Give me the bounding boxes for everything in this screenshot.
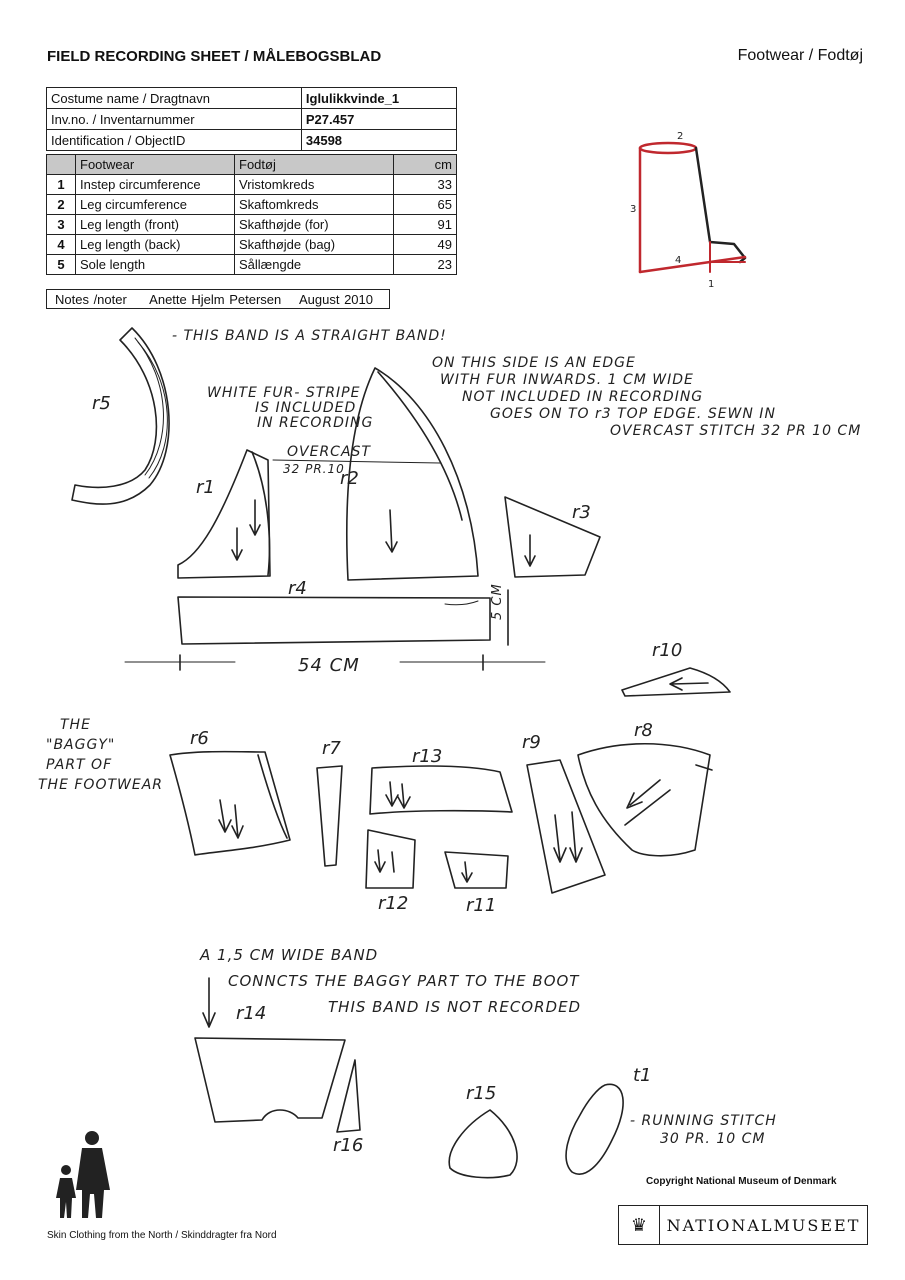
boot-label-2: 2 bbox=[677, 131, 684, 142]
boot-diagram bbox=[640, 143, 745, 272]
note-white-fur: WHITE FUR- STRIPE IS INCLUDED IN RECORDING bbox=[207, 385, 374, 431]
measurement-row: 2 Leg circumference Skaftomkreds 65 bbox=[47, 195, 457, 215]
note-5cm: 5 CM bbox=[490, 583, 505, 620]
note-running-stitch: - RUNNING STITCH 30 PR. 10 CM bbox=[630, 1113, 777, 1147]
note-edge: ON THIS SIDE IS AN EDGE WITH FUR INWARDS. 1 CM WIDE NOT INCLUDED IN RECORDING GOES ON TO r3 TOP EDGE. SEWN IN OVERCAST STITCH 32 PR 10 CM bbox=[432, 355, 862, 439]
category-label: Footwear / Fodtøj bbox=[737, 47, 863, 64]
boot-label-3: 3 bbox=[630, 204, 637, 215]
notes-date: August 2010 bbox=[298, 292, 373, 307]
piece-label: r15 bbox=[466, 1083, 497, 1104]
copyright-text: Copyright National Museum of Denmark bbox=[646, 1176, 837, 1187]
measurement-row: 1 Instep circumference Vristomkreds 33 bbox=[47, 175, 457, 195]
piece-label: r16 bbox=[333, 1135, 364, 1156]
piece-label: r12 bbox=[378, 893, 409, 914]
boot-label-1: 1 bbox=[708, 279, 715, 290]
piece-label: r7 bbox=[322, 738, 341, 759]
piece-label: r14 bbox=[236, 1003, 267, 1024]
piece-label: r13 bbox=[412, 746, 443, 767]
piece-label: r9 bbox=[522, 732, 541, 753]
piece-label: r4 bbox=[288, 578, 307, 599]
meta-label: Inv.no. / Inventarnummer bbox=[47, 109, 302, 130]
footer-text: Skin Clothing from the North / Skinddragter fra Nord bbox=[47, 1230, 277, 1241]
piece-label: r8 bbox=[634, 720, 653, 741]
note-overcast-rate: 32 PR.10 bbox=[283, 462, 345, 476]
header-da: Fodtøj bbox=[235, 155, 394, 175]
notes-author: Anette Hjelm Petersen bbox=[149, 292, 282, 307]
piece-r1 bbox=[178, 450, 270, 578]
sheet-title: FIELD RECORDING SHEET / MÅLEBOGSBLAD bbox=[47, 48, 382, 65]
note-band: A 1,5 CM WIDE BAND CONNCTS THE BAGGY PART TO THE BOOT THIS BAND IS NOT RECORDED bbox=[200, 946, 582, 1016]
header-en: Footwear bbox=[76, 155, 235, 175]
piece-r5 bbox=[72, 328, 169, 504]
piece-label: r5 bbox=[92, 393, 111, 414]
header-unit: cm bbox=[394, 155, 457, 175]
piece-label: r1 bbox=[196, 477, 215, 498]
piece-r8 bbox=[578, 744, 710, 856]
meta-label: Costume name / Dragtnavn bbox=[47, 88, 302, 109]
meta-value: Iglulikkvinde_1 bbox=[301, 88, 456, 109]
piece-r10 bbox=[622, 668, 730, 696]
piece-label: r3 bbox=[572, 502, 591, 523]
measurement-row: 4 Leg length (back) Skafthøjde (bag) 49 bbox=[47, 235, 457, 255]
note-overcast: OVERCAST bbox=[287, 444, 371, 460]
piece-r14 bbox=[195, 1038, 345, 1122]
piece-r4 bbox=[178, 597, 490, 644]
meta-label: Identification / ObjectID bbox=[47, 130, 302, 151]
piece-r15 bbox=[449, 1110, 517, 1178]
piece-r9 bbox=[527, 760, 605, 893]
boot-label-4: 4 bbox=[675, 255, 682, 266]
piece-r6 bbox=[170, 752, 290, 855]
measurement-row: 5 Sole length Sållængde 23 bbox=[47, 255, 457, 275]
piece-r7 bbox=[317, 766, 342, 866]
note-straight-band: - THIS BAND IS A STRAIGHT BAND! bbox=[172, 328, 447, 344]
piece-label: r11 bbox=[466, 895, 497, 916]
piece-r16 bbox=[337, 1060, 360, 1132]
piece-r11 bbox=[445, 852, 508, 888]
piece-label: r6 bbox=[190, 728, 209, 749]
museum-name: NATIONALMUSEET bbox=[666, 1215, 861, 1235]
museum-logo bbox=[618, 1205, 868, 1245]
piece-label: t1 bbox=[633, 1065, 652, 1086]
meta-value: P27.457 bbox=[301, 109, 456, 130]
figures-logo-icon bbox=[52, 1128, 122, 1223]
note-54cm: 54 CM bbox=[298, 655, 360, 676]
meta-value: 34598 bbox=[301, 130, 456, 151]
measurement-row: 3 Leg length (front) Skafthøjde (for) 91 bbox=[47, 215, 457, 235]
note-baggy: THE "BAGGY" PART OF THE FOOTWEAR bbox=[38, 717, 164, 793]
piece-t1 bbox=[566, 1084, 623, 1174]
piece-label: r10 bbox=[652, 640, 683, 661]
piece-label: r2 bbox=[340, 468, 359, 489]
piece-r12 bbox=[366, 830, 415, 888]
notes-label: Notes /noter bbox=[55, 292, 127, 307]
crown-icon: ♛ bbox=[619, 1205, 660, 1245]
